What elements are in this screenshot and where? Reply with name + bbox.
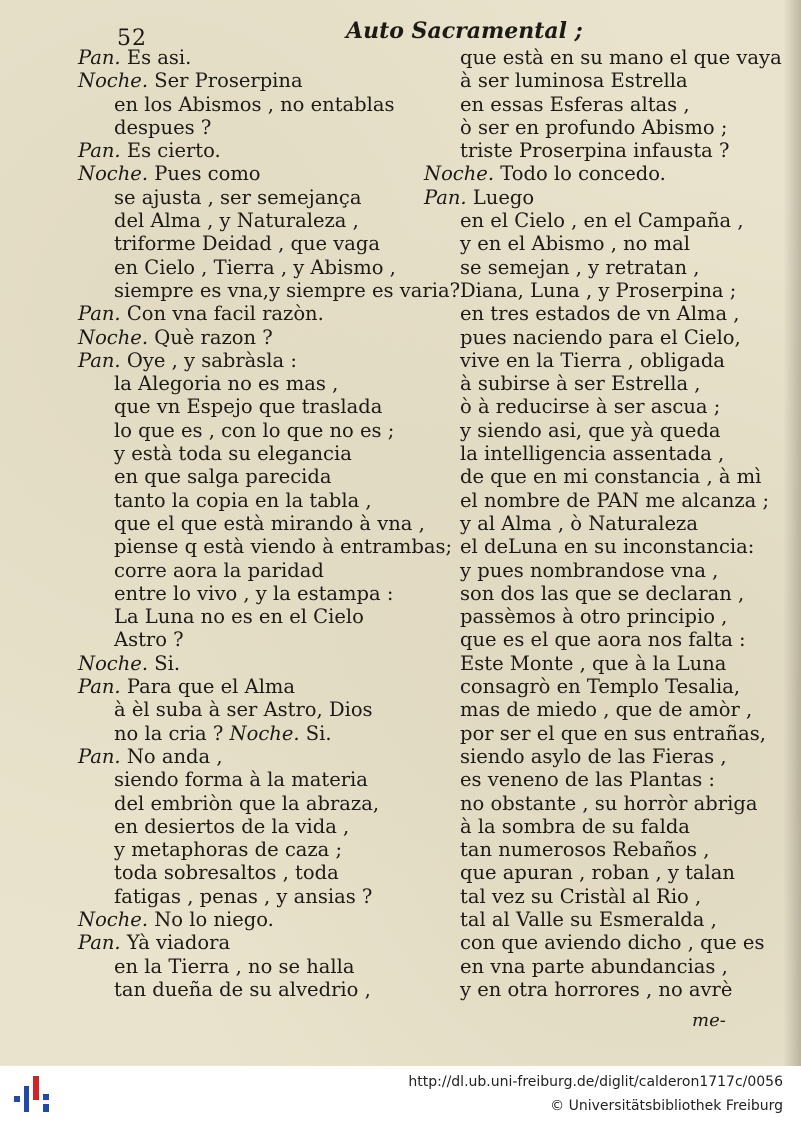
speaker-name: Pan.	[78, 46, 121, 69]
verse-text: que es el que aora nos falta :	[460, 628, 746, 652]
verse-line	[78, 162, 458, 185]
verse-text: Es cierto.	[126, 139, 221, 163]
verse-text: el deLuna en su inconstancia:	[460, 535, 755, 559]
verse-text: que està en su mano el que vaya	[460, 46, 782, 69]
verse-line	[78, 815, 458, 838]
verse-text: y en otra horrores , no avrè	[460, 977, 733, 1001]
verse-line	[78, 278, 461, 302]
verse-line	[424, 162, 801, 185]
verse-line	[424, 372, 801, 395]
verse-line	[78, 93, 458, 116]
verse-text: que el que està mirando à vna ,	[114, 511, 425, 535]
left-text-column	[78, 46, 461, 1001]
verse-text: La Luna no es en el Cielo	[114, 605, 364, 629]
verse-line	[424, 628, 801, 651]
verse-text: que apuran , roban , y talan	[460, 861, 735, 885]
verse-line	[424, 395, 801, 418]
verse-line	[424, 535, 801, 558]
verse-text: se semejan , y retratan ,	[460, 255, 700, 279]
verse-line	[78, 768, 458, 791]
verse-line	[424, 768, 801, 791]
viewer-footer	[0, 1066, 801, 1123]
verse-text: Es asi.	[126, 46, 192, 69]
verse-line	[424, 93, 801, 116]
verse-line	[78, 256, 458, 279]
verse-line	[424, 722, 801, 745]
verse-line	[78, 419, 458, 442]
verse-text: ò à reducirse à ser ascua ;	[460, 395, 721, 419]
verse-text: en tres estados de vn Alma ,	[460, 302, 740, 326]
verse-text: passèmos à otro principio ,	[460, 605, 728, 629]
running-title: Auto Sacramental ;	[346, 18, 583, 44]
verse-line	[424, 559, 801, 582]
verse-line	[78, 908, 458, 931]
verse-line	[424, 465, 801, 488]
verse-line	[424, 139, 801, 162]
verse-text: piense q està viendo à entrambas;	[114, 535, 453, 559]
verse-text: en el Cielo , en el Campaña ,	[460, 209, 744, 233]
verse-text: vive en la Tierra , obligada	[460, 348, 725, 372]
speaker-name: Noche.	[78, 651, 149, 675]
speaker-name: Pan.	[78, 348, 121, 372]
verse-text: consagrò en Templo Tesalia,	[460, 675, 741, 699]
verse-line	[424, 232, 801, 255]
speaker-name: Pan.	[78, 675, 121, 699]
verse-text: triste Proserpina infausta ?	[460, 139, 730, 163]
verse-text: en que salga parecida	[114, 465, 332, 489]
verse-text: triforme Deidad , que vaga	[114, 232, 381, 256]
verse-text: Ser Proserpina	[154, 69, 303, 93]
verse-line	[424, 978, 801, 1001]
verse-text: con que aviendo dicho , que es	[460, 931, 765, 955]
verse-line	[78, 582, 458, 605]
verse-line	[424, 582, 801, 605]
copyright-notice: © Universitätsbibliothek Freiburg	[550, 1098, 783, 1114]
verse-line	[424, 885, 801, 908]
verse-text: tan numerosos Rebaños ,	[460, 838, 710, 862]
verse-text: ò ser en profundo Abismo ;	[460, 115, 728, 139]
verse-text: Astro ?	[114, 628, 184, 652]
verse-text: lo que es , con lo que no es ;	[114, 418, 395, 442]
verse-text: toda sobresaltos , toda	[114, 861, 339, 885]
verse-text: en los Abismos , no entablas	[114, 92, 395, 116]
verse-line	[78, 675, 458, 698]
verse-text: Con vna facil razòn.	[126, 302, 324, 326]
verse-text: despues ?	[114, 115, 212, 139]
verse-line	[424, 186, 801, 209]
verse-text: en vna parte abundancias ,	[460, 954, 728, 978]
verse-line	[78, 349, 458, 372]
verse-line	[424, 605, 801, 628]
verse-text: siempre es vna,y siempre es varia?	[114, 278, 461, 302]
verse-text: Oye , y sabràsla :	[126, 348, 297, 372]
verse-text: siendo asylo de las Fieras ,	[460, 744, 727, 768]
verse-line	[424, 698, 801, 721]
verse-line	[424, 675, 801, 698]
verse-line	[78, 69, 458, 92]
speaker-name: Noche.	[78, 907, 149, 931]
verse-line	[424, 46, 801, 69]
verse-text: Para que el Alma	[126, 675, 296, 699]
verse-line	[78, 628, 458, 651]
verse-line	[78, 605, 458, 628]
verse-text: del embriòn que la abraza,	[114, 791, 380, 815]
verse-line	[78, 559, 458, 582]
verse-text: Què razon ?	[154, 325, 273, 349]
verse-line	[78, 465, 458, 488]
verse-text: No lo niego.	[154, 907, 274, 931]
verse-line	[424, 652, 801, 675]
verse-line	[78, 372, 458, 395]
verse-text: tan dueña de su alvedrio ,	[114, 977, 371, 1001]
speaker-name: Noche.	[229, 721, 300, 745]
verse-text: Si.	[154, 651, 181, 675]
verse-text: en Cielo , Tierra , y Abismo ,	[114, 255, 396, 279]
verse-text: à la sombra de su falda	[460, 814, 690, 838]
verse-text: No anda ,	[126, 744, 223, 768]
verse-line	[78, 792, 458, 815]
verse-text: y pues nombrandose vna ,	[460, 558, 719, 582]
verse-text: fatigas , penas , y ansias ?	[114, 884, 373, 908]
verse-text: tanto la copia en la tabla ,	[114, 488, 372, 512]
verse-line	[424, 838, 801, 861]
source-url[interactable]: http://dl.ub.uni-freiburg.de/diglit/calderon1717c/0056	[408, 1074, 783, 1090]
verse-line	[424, 279, 801, 302]
verse-text: mas de miedo , que de amòr ,	[460, 698, 753, 722]
speaker-name: Noche.	[78, 325, 149, 349]
verse-line	[78, 698, 458, 721]
verse-line	[78, 186, 458, 209]
verse-text: no la cria ?	[114, 721, 224, 745]
right-text-column	[424, 46, 801, 1001]
verse-line	[78, 535, 458, 558]
verse-text: tal al Valle su Esmeralda ,	[460, 907, 717, 931]
verse-text: la Alegoria no es mas ,	[114, 372, 339, 396]
verse-text: Luego	[472, 185, 535, 209]
verse-line	[424, 489, 801, 512]
verse-line	[424, 792, 801, 815]
library-logo-icon	[12, 1074, 52, 1114]
verse-text: entre lo vivo , y la estampa :	[114, 581, 394, 605]
verse-text: en la Tierra , no se halla	[114, 954, 355, 978]
verse-line	[78, 139, 458, 162]
verse-text: Todo lo concedo.	[500, 162, 666, 186]
verse-text: del Alma , y Naturaleza ,	[114, 209, 359, 233]
verse-line	[424, 908, 801, 931]
verse-line	[424, 419, 801, 442]
verse-text: no obstante , su horròr abriga	[460, 791, 758, 815]
verse-text: y en el Abismo , no mal	[460, 232, 690, 256]
verse-text: y al Alma , ò Naturaleza	[460, 511, 698, 535]
speaker-name: Noche.	[424, 162, 495, 186]
verse-line	[424, 861, 801, 884]
verse-text: que vn Espejo que traslada	[114, 395, 383, 419]
verse-line	[78, 46, 458, 69]
verse-text: pues naciendo para el Cielo,	[460, 325, 741, 349]
catchword: me-	[692, 1010, 726, 1031]
verse-line	[424, 815, 801, 838]
verse-line	[424, 69, 801, 92]
verse-text: se ajusta , ser semejança	[114, 185, 362, 209]
verse-text: siendo forma à la materia	[114, 768, 368, 792]
verse-line	[78, 838, 458, 861]
verse-text: Este Monte , que à la Luna	[460, 651, 727, 675]
verse-line	[78, 395, 458, 418]
verse-line	[424, 955, 801, 978]
verse-text: tal vez su Cristàl al Rio ,	[460, 884, 702, 908]
speaker-name: Pan.	[78, 744, 121, 768]
speaker-name: Noche.	[78, 162, 149, 186]
page-number: 52	[117, 26, 147, 51]
verse-text: à ser luminosa Estrella	[460, 69, 688, 93]
verse-text: la intelligencia assentada ,	[460, 442, 725, 466]
verse-line	[424, 745, 801, 768]
verse-line	[424, 256, 801, 279]
verse-text: son dos las que se declaran ,	[460, 581, 745, 605]
verse-line	[78, 116, 458, 139]
verse-text: el nombre de PAN me alcanza ;	[460, 488, 770, 512]
verse-text: Diana, Luna , y Proserpina ;	[460, 278, 737, 302]
verse-line	[78, 885, 458, 908]
verse-line	[424, 512, 801, 535]
verse-line	[424, 326, 801, 349]
verse-text: corre aora la paridad	[114, 558, 324, 582]
verse-line	[78, 931, 458, 954]
verse-text: à èl suba à ser Astro, Dios	[114, 698, 373, 722]
verse-line	[424, 209, 801, 232]
verse-line	[78, 722, 458, 745]
verse-line	[78, 861, 458, 884]
speaker-name: Pan.	[78, 139, 121, 163]
verse-text: y metaphoras de caza ;	[114, 838, 343, 862]
verse-line	[78, 302, 458, 325]
verse-text: en essas Esferas altas ,	[460, 92, 690, 116]
speaker-name: Noche.	[78, 69, 149, 93]
verse-text: por ser el que en sus entrañas,	[460, 721, 766, 745]
verse-line	[424, 931, 801, 954]
speaker-name: Pan.	[78, 931, 121, 955]
verse-text: de que en mi constancia , à mì	[460, 465, 762, 489]
verse-line	[78, 326, 458, 349]
speaker-name: Pan.	[424, 185, 467, 209]
verse-text: Yà viadora	[126, 931, 231, 955]
verse-text: es veneno de las Plantas :	[460, 768, 715, 792]
verse-line	[424, 442, 801, 465]
verse-line	[424, 349, 801, 372]
verse-text: Si.	[305, 721, 332, 745]
verse-line	[78, 955, 458, 978]
verse-line	[424, 116, 801, 139]
verse-text: y està toda su elegancia	[114, 442, 352, 466]
verse-line	[78, 978, 458, 1001]
verse-text: Pues como	[154, 162, 261, 186]
verse-line	[78, 442, 458, 465]
verse-line	[78, 512, 458, 535]
verse-line	[78, 232, 458, 255]
speaker-name: Pan.	[78, 302, 121, 326]
verse-line	[424, 302, 801, 325]
verse-line	[78, 489, 458, 512]
verse-line	[78, 745, 458, 768]
verse-line	[78, 652, 458, 675]
verse-line	[78, 209, 458, 232]
verse-text: à subirse à ser Estrella ,	[460, 372, 701, 396]
verse-text: en desiertos de la vida ,	[114, 814, 350, 838]
verse-text: y siendo asi, que yà queda	[460, 418, 721, 442]
